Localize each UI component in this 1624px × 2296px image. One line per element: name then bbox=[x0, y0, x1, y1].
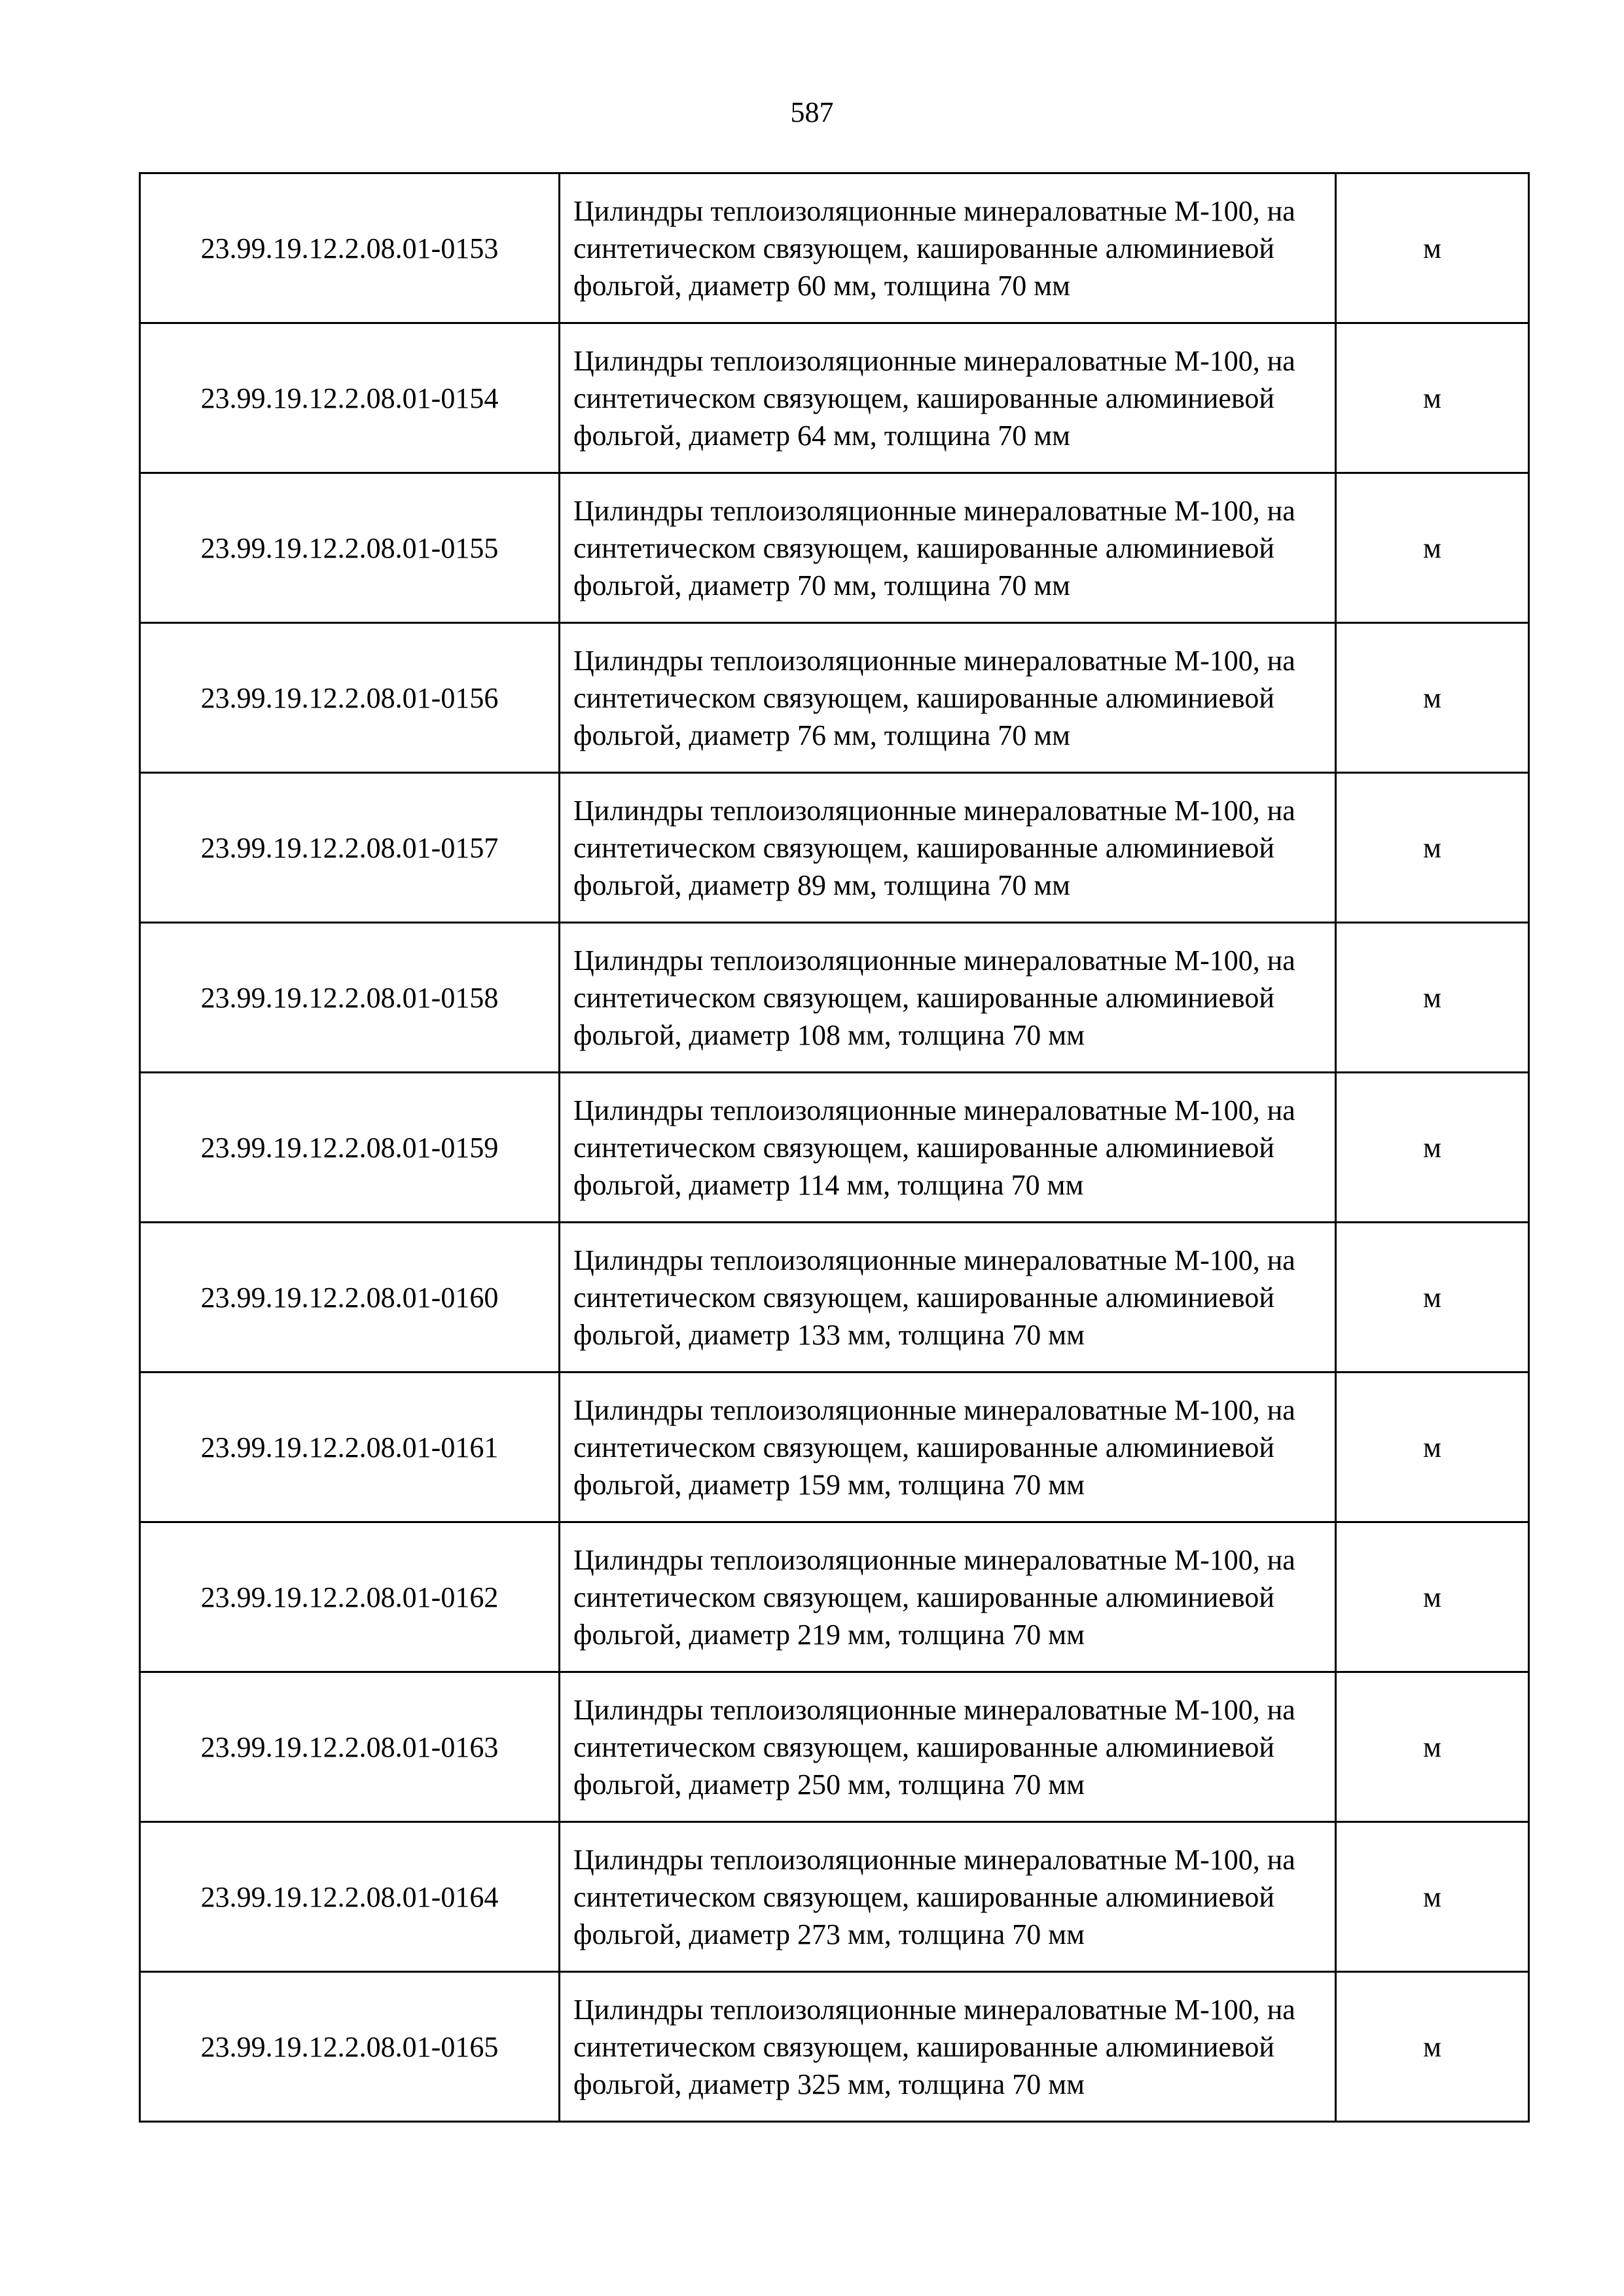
row-description: Цилиндры теплоизоляционные минераловатные М-100, на синтетическом связующем, кашированные алюминиевой фольгой, диаметр 159 мм, толщина 70 мм bbox=[560, 1372, 1336, 1522]
table-row bbox=[140, 1672, 1529, 1822]
row-description: Цилиндры теплоизоляционные минераловатные М-100, на синтетическом связующем, кашированные алюминиевой фольгой, диаметр 64 мм, толщина 70 мм bbox=[560, 323, 1336, 473]
table-row bbox=[140, 1822, 1529, 1972]
row-code: 23.99.19.12.2.08.01-0158 bbox=[140, 923, 560, 1073]
row-code: 23.99.19.12.2.08.01-0159 bbox=[140, 1073, 560, 1223]
row-unit: м bbox=[1336, 623, 1529, 773]
row-description: Цилиндры теплоизоляционные минераловатные М-100, на синтетическом связующем, кашированные алюминиевой фольгой, диаметр 70 мм, толщина 70 мм bbox=[560, 473, 1336, 623]
table-row bbox=[140, 1073, 1529, 1223]
row-unit: м bbox=[1336, 473, 1529, 623]
row-unit: м bbox=[1336, 773, 1529, 923]
table-row bbox=[140, 1372, 1529, 1522]
row-code: 23.99.19.12.2.08.01-0155 bbox=[140, 473, 560, 623]
row-description: Цилиндры теплоизоляционные минераловатные М-100, на синтетическом связующем, кашированные алюминиевой фольгой, диаметр 273 мм, толщина 70 мм bbox=[560, 1822, 1336, 1972]
materials-table bbox=[139, 172, 1530, 2123]
table-row bbox=[140, 473, 1529, 623]
row-code: 23.99.19.12.2.08.01-0165 bbox=[140, 1972, 560, 2122]
row-unit: м bbox=[1336, 173, 1529, 323]
row-unit: м bbox=[1336, 1972, 1529, 2122]
row-code: 23.99.19.12.2.08.01-0164 bbox=[140, 1822, 560, 1972]
row-description: Цилиндры теплоизоляционные минераловатные М-100, на синтетическом связующем, кашированные алюминиевой фольгой, диаметр 76 мм, толщина 70 мм bbox=[560, 623, 1336, 773]
row-unit: м bbox=[1336, 923, 1529, 1073]
table-row bbox=[140, 1972, 1529, 2122]
row-code: 23.99.19.12.2.08.01-0157 bbox=[140, 773, 560, 923]
row-unit: м bbox=[1336, 1522, 1529, 1672]
table-row bbox=[140, 1223, 1529, 1372]
row-description: Цилиндры теплоизоляционные минераловатные М-100, на синтетическом связующем, кашированные алюминиевой фольгой, диаметр 60 мм, толщина 70 мм bbox=[560, 173, 1336, 323]
table-row bbox=[140, 323, 1529, 473]
row-code: 23.99.19.12.2.08.01-0162 bbox=[140, 1522, 560, 1672]
row-code: 23.99.19.12.2.08.01-0161 bbox=[140, 1372, 560, 1522]
row-description: Цилиндры теплоизоляционные минераловатные М-100, на синтетическом связующем, кашированные алюминиевой фольгой, диаметр 114 мм, толщина 70 мм bbox=[560, 1073, 1336, 1223]
row-code: 23.99.19.12.2.08.01-0156 bbox=[140, 623, 560, 773]
page-number: 587 bbox=[790, 96, 834, 128]
table-row bbox=[140, 923, 1529, 1073]
row-description: Цилиндры теплоизоляционные минераловатные М-100, на синтетическом связующем, кашированные алюминиевой фольгой, диаметр 250 мм, толщина 70 мм bbox=[560, 1672, 1336, 1822]
row-description: Цилиндры теплоизоляционные минераловатные М-100, на синтетическом связующем, кашированные алюминиевой фольгой, диаметр 133 мм, толщина 70 мм bbox=[560, 1223, 1336, 1372]
row-unit: м bbox=[1336, 1672, 1529, 1822]
row-code: 23.99.19.12.2.08.01-0160 bbox=[140, 1223, 560, 1372]
row-code: 23.99.19.12.2.08.01-0153 bbox=[140, 173, 560, 323]
row-unit: м bbox=[1336, 1223, 1529, 1372]
row-code: 23.99.19.12.2.08.01-0154 bbox=[140, 323, 560, 473]
row-unit: м bbox=[1336, 1372, 1529, 1522]
row-unit: м bbox=[1336, 1822, 1529, 1972]
row-description: Цилиндры теплоизоляционные минераловатные М-100, на синтетическом связующем, кашированные алюминиевой фольгой, диаметр 219 мм, толщина 70 мм bbox=[560, 1522, 1336, 1672]
table-row bbox=[140, 1522, 1529, 1672]
row-description: Цилиндры теплоизоляционные минераловатные М-100, на синтетическом связующем, кашированные алюминиевой фольгой, диаметр 89 мм, толщина 70 мм bbox=[560, 773, 1336, 923]
table-row bbox=[140, 623, 1529, 773]
row-code: 23.99.19.12.2.08.01-0163 bbox=[140, 1672, 560, 1822]
row-description: Цилиндры теплоизоляционные минераловатные М-100, на синтетическом связующем, кашированные алюминиевой фольгой, диаметр 325 мм, толщина 70 мм bbox=[560, 1972, 1336, 2122]
row-unit: м bbox=[1336, 323, 1529, 473]
row-description: Цилиндры теплоизоляционные минераловатные М-100, на синтетическом связующем, кашированные алюминиевой фольгой, диаметр 108 мм, толщина 70 мм bbox=[560, 923, 1336, 1073]
table-row bbox=[140, 173, 1529, 323]
table-row bbox=[140, 773, 1529, 923]
row-unit: м bbox=[1336, 1073, 1529, 1223]
